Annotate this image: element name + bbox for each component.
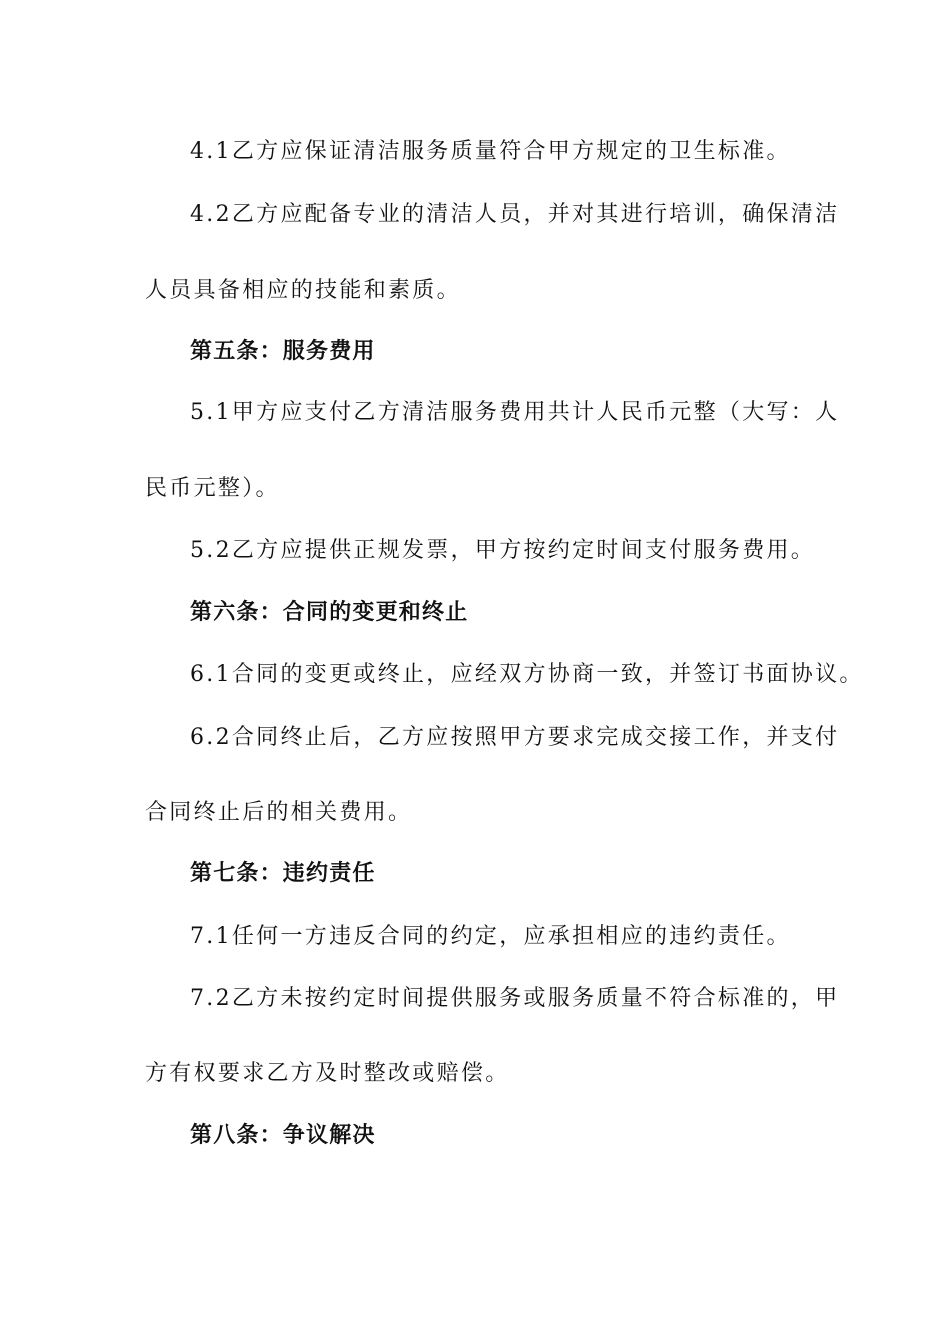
clause-7-2-line-1: 7.2乙方未按约定时间提供服务或服务质量不符合标准的，甲 [190,986,840,1011]
clause-4-2-line-1: 4.2乙方应配备专业的清洁人员，并对其进行培训，确保清洁 [190,202,840,227]
clause-5-2: 5.2乙方应提供正规发票，甲方按约定时间支付服务费用。 [190,538,816,563]
clause-6-2-line-1: 6.2合同终止后，乙方应按照甲方要求完成交接工作，并支付 [190,725,840,750]
clause-5-1-line-2: 民币元整）。 [145,476,280,501]
article-5-heading: 第五条：服务费用 [190,339,376,364]
article-7-heading: 第七条：违约责任 [190,861,376,886]
article-8-heading: 第八条：争议解决 [190,1123,376,1148]
clause-7-1: 7.1任何一方违反合同的约定，应承担相应的违约责任。 [190,924,791,949]
clause-4-2-line-2: 人员具备相应的技能和素质。 [145,278,461,303]
clause-6-1: 6.1合同的变更或终止，应经双方协商一致，并签订书面协议。 [190,662,864,687]
article-6-heading: 第六条：合同的变更和终止 [190,600,469,625]
clause-6-2-line-2: 合同终止后的相关费用。 [145,800,413,825]
clause-4-1: 4.1乙方应保证清洁服务质量符合甲方规定的卫生标准。 [190,139,791,164]
clause-5-1-line-1: 5.1甲方应支付乙方清洁服务费用共计人民币元整（大写：人 [190,400,840,425]
clause-7-2-line-2: 方有权要求乙方及时整改或赔偿。 [145,1061,510,1086]
